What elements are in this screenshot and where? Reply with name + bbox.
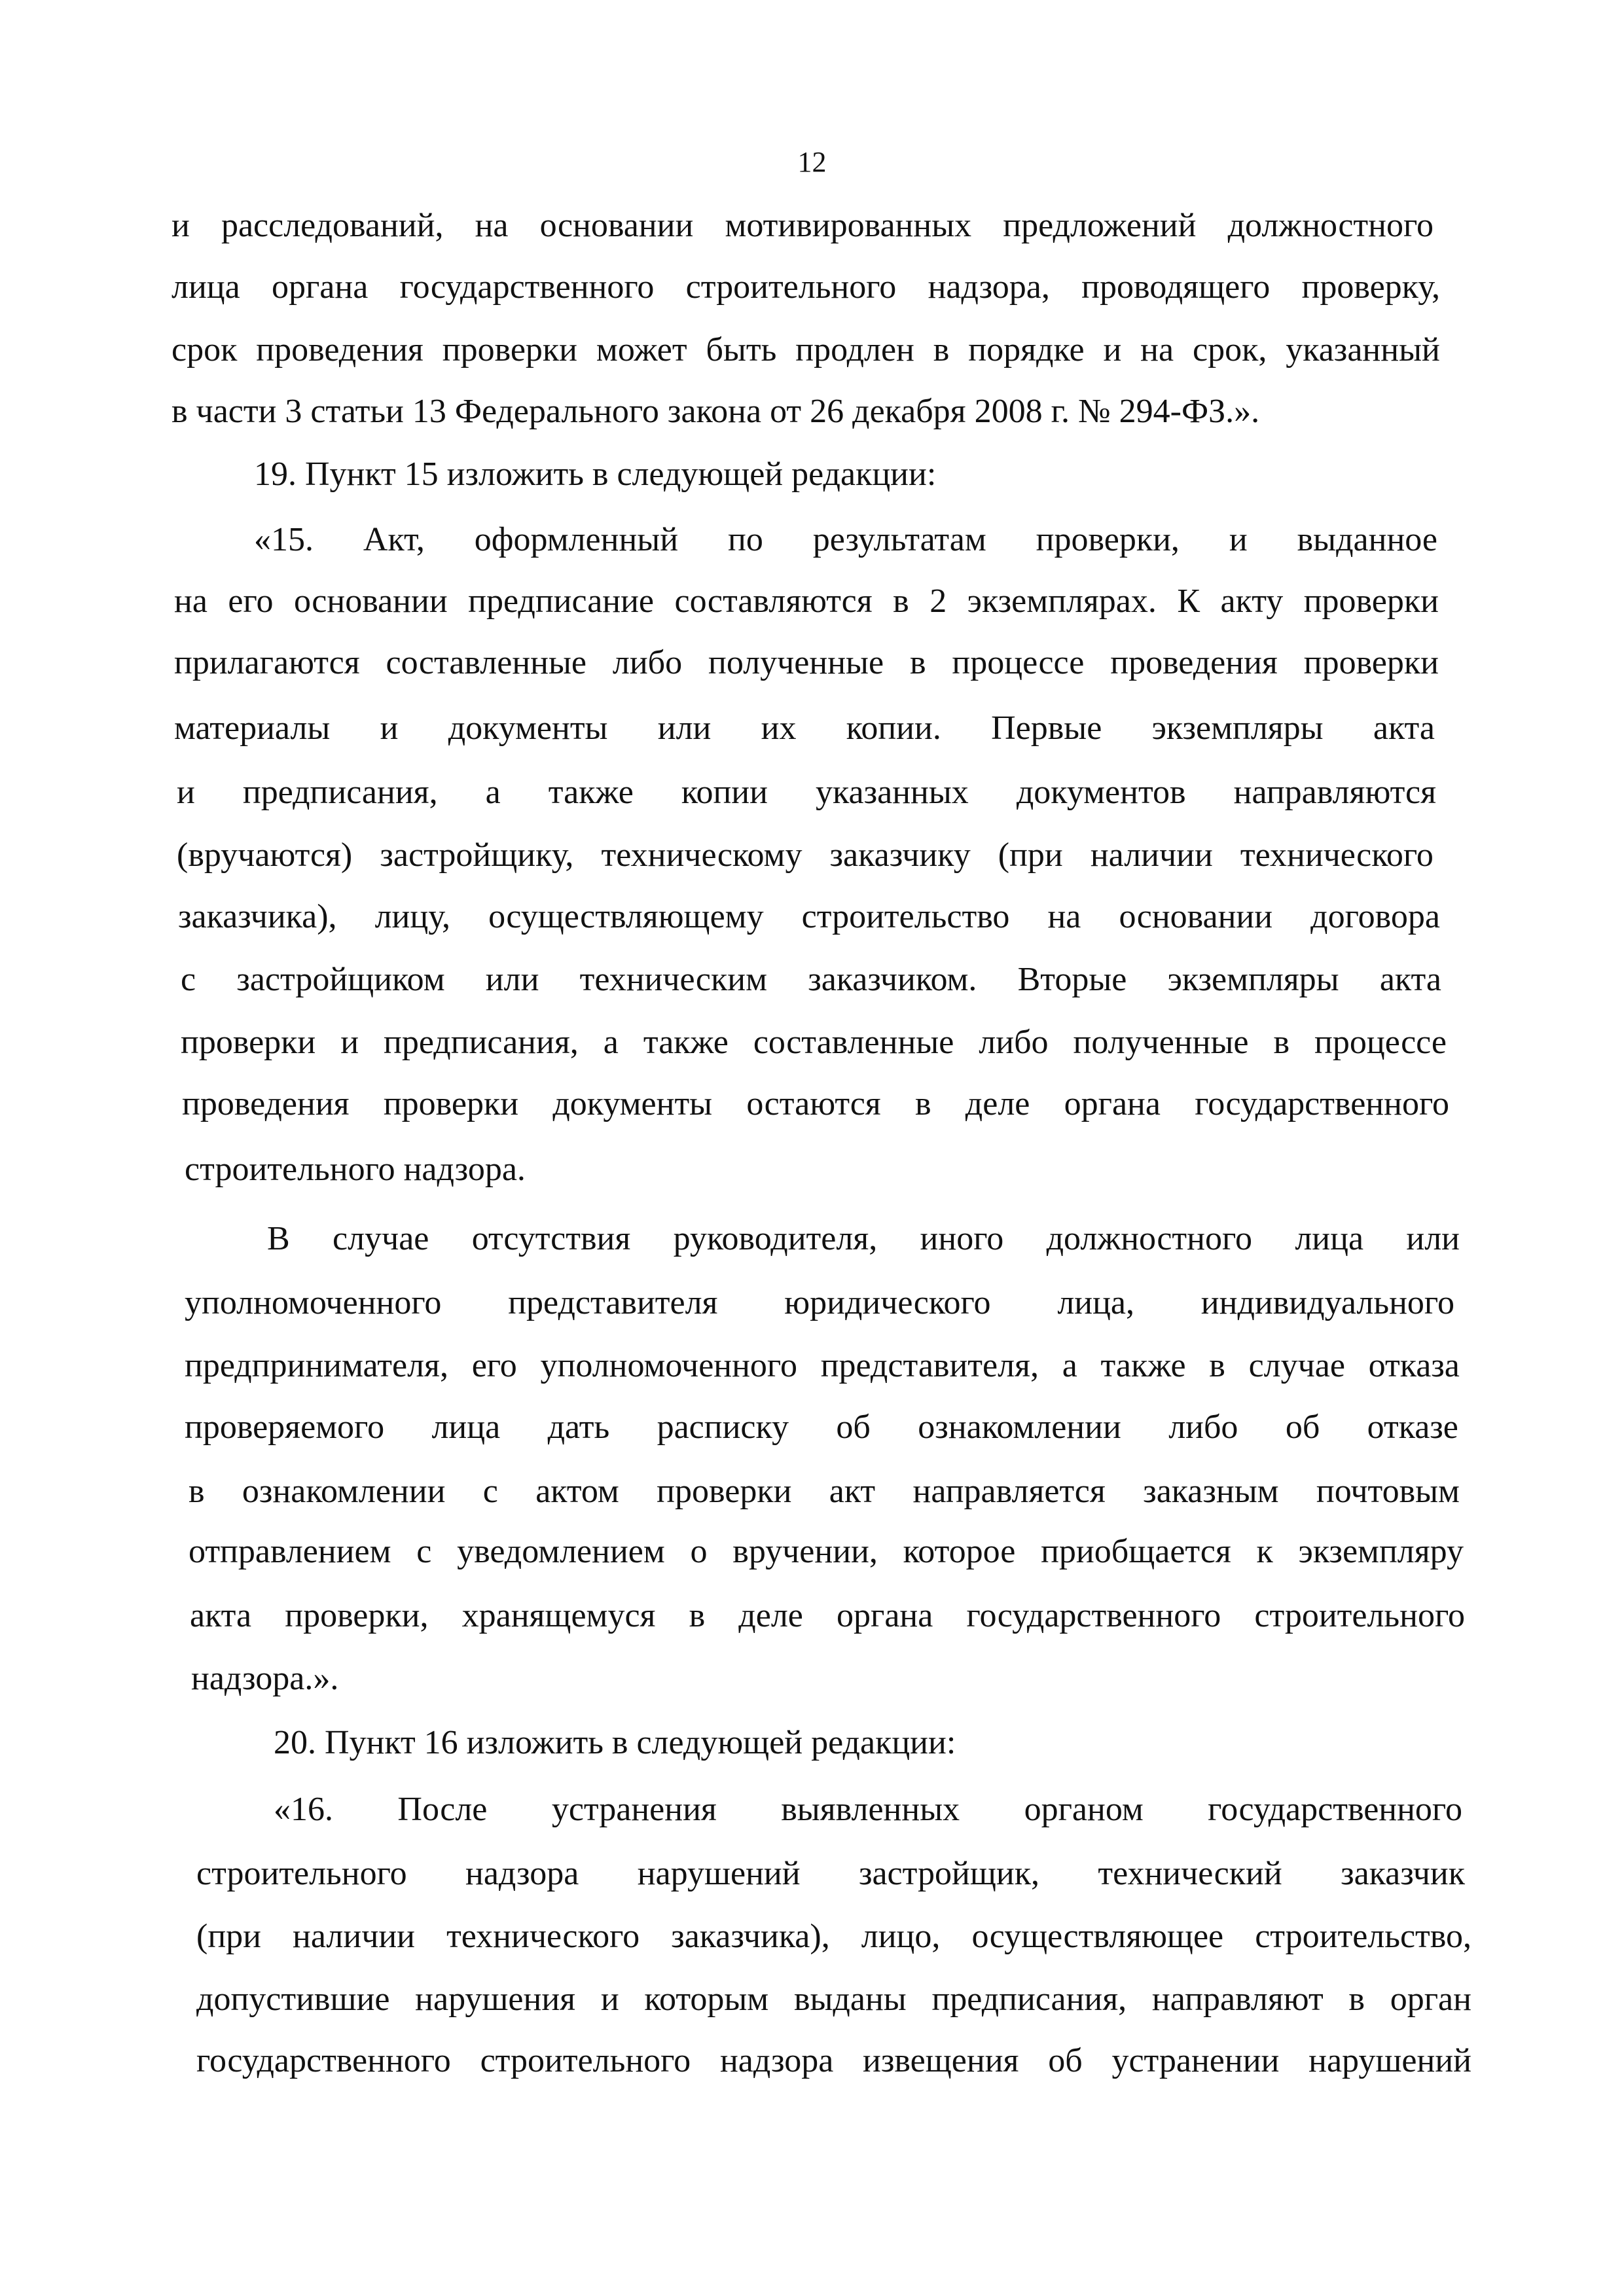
text-line: 19. Пункт 15 изложить в следующей редакции: [254, 456, 937, 493]
text-line: «15. Акт, оформленный по результатам проверки, и выданное [254, 521, 1437, 558]
text-line: в части 3 статьи 13 Федерального закона от 26 декабря 2008 г. № 294-ФЗ.». [171, 393, 1260, 430]
text-line: материалы и документы или их копии. Первые экземпляры акта [174, 709, 1435, 747]
text-line: проведения проверки документы остаются в деле органа государственного [182, 1085, 1449, 1122]
text-line: строительного надзора. [185, 1151, 526, 1188]
text-line: с застройщиком или техническим заказчиком. Вторые экземпляры акта [181, 961, 1441, 998]
text-line: (вручаются) застройщику, техническому заказчику (при наличии технического [177, 836, 1434, 874]
text-line: 20. Пункт 16 изложить в следующей редакции: [274, 1724, 956, 1761]
text-line: отправлением с уведомлением о вручении, которое приобщается к экземпляру [189, 1533, 1464, 1570]
text-line: предпринимателя, его уполномоченного представителя, а также в случае отказа [185, 1347, 1460, 1384]
text-line: в ознакомлении с актом проверки акт направляется заказным почтовым [189, 1473, 1460, 1510]
text-line: лица органа государственного строительного надзора, проводящего проверку, [171, 268, 1440, 306]
text-line: уполномоченного представителя юридического лица, индивидуального [185, 1284, 1454, 1321]
text-line: прилагаются составленные либо полученные в процессе проведения проверки [174, 644, 1439, 681]
text-line: проверки и предписания, а также составленные либо полученные в процессе [181, 1024, 1447, 1061]
text-line: акта проверки, хранящемуся в деле органа государственного строительного [190, 1597, 1465, 1634]
text-line: срок проведения проверки может быть продлен в порядке и на срок, указанный [171, 331, 1440, 368]
page-number: 12 [797, 146, 827, 178]
text-line: государственного строительного надзора извещения об устранении нарушений [196, 2042, 1471, 2079]
text-line: В случае отсутствия руководителя, иного должностного лица или [267, 1220, 1460, 1257]
text-line: заказчика), лицу, осуществляющему строительство на основании договора [178, 898, 1440, 935]
text-line: и расследований, на основании мотивированных предложений должностного [171, 207, 1434, 244]
text-line: допустившие нарушения и которым выданы предписания, направляют в орган [196, 1981, 1471, 2018]
text-line: строительного надзора нарушений застройщик, технический заказчик [196, 1855, 1465, 1892]
text-line: проверяемого лица дать расписку об ознакомлении либо об отказе [185, 1408, 1458, 1446]
text-line: и предписания, а также копии указанных документов направляются [177, 774, 1436, 811]
text-line: «16. После устранения выявленных органом государственного [274, 1791, 1462, 1828]
text-line: (при наличии технического заказчика), лицо, осуществляющее строительство, [196, 1918, 1471, 1955]
text-line: на его основании предписание составляются в 2 экземплярах. К акту проверки [174, 583, 1439, 620]
text-line: надзора.». [191, 1660, 339, 1697]
